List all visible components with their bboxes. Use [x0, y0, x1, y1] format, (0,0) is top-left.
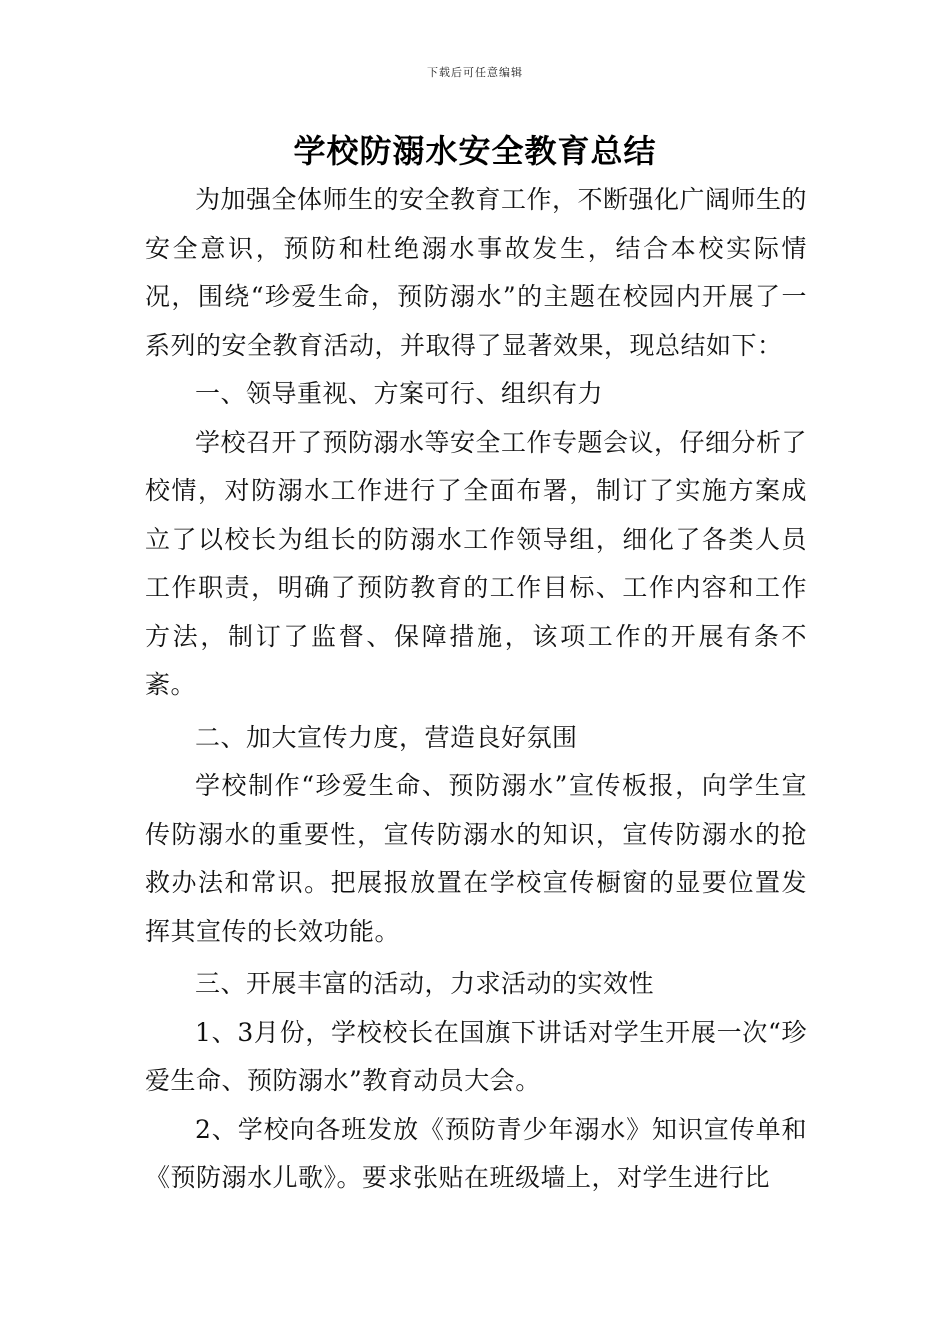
- section-heading-2: 二、加大宣传力度，营造良好氛围: [195, 722, 578, 752]
- section-3-item-1: 1、3月份，学校校长在国旗下讲话对学生开展一次“珍爱生命、预防溺水”教育动员大会。: [145, 1017, 807, 1095]
- section-heading-3: 三、开展丰富的活动，力求活动的实效性: [195, 969, 655, 998]
- section-2-paragraph: 学校制作“珍爱生命、预防溺水”宣传板报，向学生宣传防溺水的重要性，宣传防溺水的知识，宣传防溺水的抢救办法和常识。把展报放置在学校宣传橱窗的显要位置发挥其宣传的长效功能。: [145, 771, 807, 946]
- section-3-item-2: 2、学校向各班发放《预防青少年溺水》知识宣传单和《预防溺水儿歌》。要求张贴在班级墙上，对学生进行比: [145, 1114, 807, 1192]
- document-title: 学校防溺水安全教育总结: [293, 132, 657, 170]
- document-body: [145, 176, 807, 1203]
- header-note: 下载后可任意编辑: [427, 66, 523, 79]
- intro-paragraph: 为加强全体师生的安全教育工作，不断强化广阔师生的安全意识，预防和杜绝溺水事故发生，结合本校实际情况，围绕“珍爱生命，预防溺水”的主题在校园内开展了一系列的安全教育活动，并取得了显著效果，现总结如下：: [145, 185, 808, 360]
- section-1-paragraph: 学校召开了预防溺水等安全工作专题会议，仔细分析了校情，对防溺水工作进行了全面布署，制订了实施方案成立了以校长为组长的防溺水工作领导组，细化了各类人员工作职责，明确了预防教育的工作目标、工作内容和工作方法，制订了监督、保障措施，该项工作的开展有条不紊。: [145, 427, 808, 699]
- section-heading-1: 一、领导重视、方案可行、组织有力: [195, 379, 604, 408]
